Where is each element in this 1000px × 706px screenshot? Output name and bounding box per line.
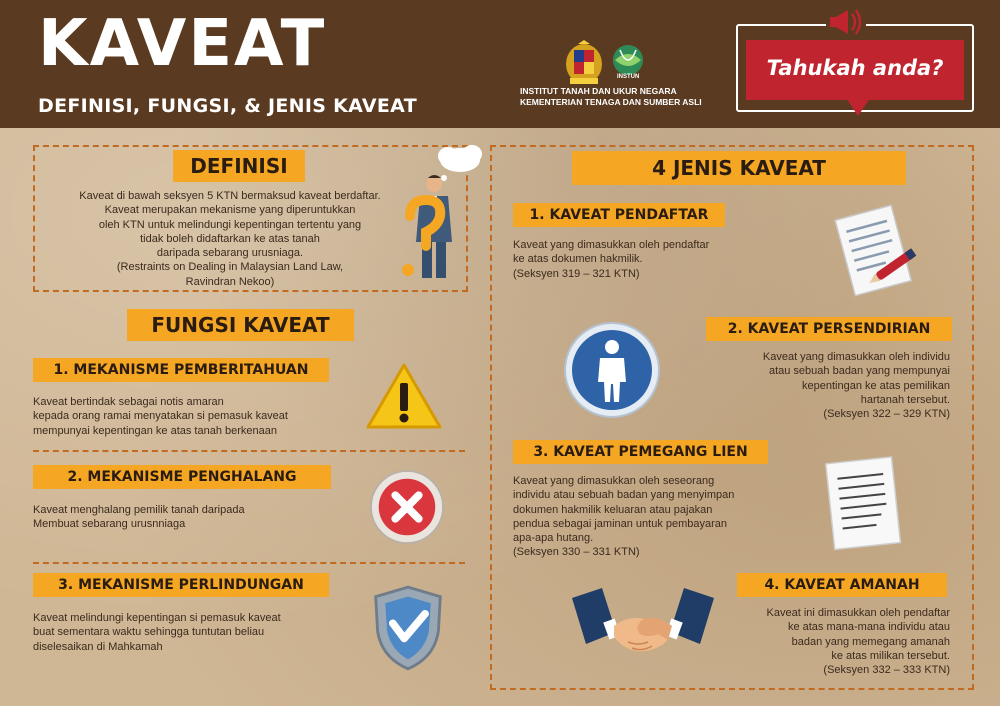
jenis-item-1-line: ke atas dokumen hakmilik.	[513, 253, 643, 266]
fungsi-item-1-line: Kaveat bertindak sebagai notis amaran	[33, 396, 224, 408]
jenis-item-4-line: (Seksyen 332 – 333 KTN)	[823, 664, 950, 677]
jenis-item-3-line: apa-apa hutang.	[513, 532, 594, 545]
jenis-item-3-title: 3. KAVEAT PEMEGANG LIEN	[513, 440, 768, 464]
fungsi-item-1-line: mempunyai kepentingan ke atas tanah berkenaan	[33, 424, 278, 437]
fungsi-item-3-line: diselesaikan di Mahkamah	[33, 640, 163, 653]
jenis-item-3-line: (Seksyen 330 – 331 KTN)	[513, 546, 640, 559]
jenis-item-1-text	[513, 238, 773, 281]
jenis-item-4-line: badan yang memegang amanah	[791, 635, 950, 648]
jenis-item-3-line: individu atau sebuah badan yang menyimpan	[513, 489, 735, 502]
jenis-item-4-line: ke atas milikan tersebut.	[831, 649, 950, 662]
main-subtitle: DEFINISI, FUNGSI, & JENIS KAVEAT	[38, 95, 417, 117]
jenis-heading: 4 JENIS KAVEAT	[572, 151, 906, 185]
jenis-item-3-line: Kaveat yang dimasukkan oleh seseorang	[513, 475, 715, 487]
jenis-item-4-title: 4. KAVEAT AMANAH	[737, 573, 947, 597]
fungsi-item-2-title: 2. MEKANISME PENGHALANG	[33, 465, 331, 489]
fungsi-divider	[33, 450, 465, 452]
definisi-line: oleh KTN untuk melindungi kepentingan tertentu yang	[98, 218, 362, 231]
callout-tail	[846, 98, 870, 116]
fungsi-item-2-line: Membuat sebarang urusnniaga	[33, 518, 186, 531]
person-icon	[562, 320, 662, 420]
fungsi-item-1-line: kepada orang ramai menyatakan si pemasuk kaveat	[33, 410, 288, 423]
document-pen-icon	[826, 200, 926, 300]
warning-triangle-icon	[364, 360, 444, 432]
jenis-item-2-line: kepentingan ke atas pemilikan	[802, 379, 950, 392]
jenis-item-2-line: (Seksyen 322 – 329 KTN)	[823, 408, 950, 421]
definisi-heading: DEFINISI	[173, 150, 305, 182]
megaphone-icon	[826, 4, 866, 40]
fungsi-item-3-line: Kaveat melindungi kepentingan si pemasuk kaveat	[33, 612, 281, 624]
definisi-line: tidak boleh didaftarkan ke atas tanah	[140, 232, 320, 245]
definisi-line: daripada sebarang urusniaga.	[156, 247, 304, 260]
institution-line2: KEMENTERIAN TENAGA DAN SUMBER ASLI	[520, 96, 702, 107]
document-icon	[820, 452, 910, 552]
businessman-question-icon	[398, 138, 488, 286]
definisi-line: Kaveat di bawah seksyen 5 KTN bermaksud kaveat berdaftar.	[79, 190, 381, 202]
definisi-line: Kaveat merupakan mekanisme yang diperuntukkan	[104, 204, 356, 217]
institution-line1: INSTITUT TANAH DAN UKUR NEGARA	[520, 86, 677, 96]
jenis-item-2-line: atau sebuah badan yang mempunyai	[768, 365, 950, 378]
jenis-item-1-line: (Seksyen 319 – 321 KTN)	[513, 267, 640, 280]
fungsi-item-2-text	[33, 503, 353, 532]
fungsi-item-3-line: buat sementara waktu sehingga tuntutan beliau	[33, 626, 265, 639]
fungsi-item-1-title: 1. MEKANISME PEMBERITAHUAN	[33, 358, 329, 382]
jenis-item-1-line: Kaveat yang dimasukkan oleh pendaftar	[513, 239, 710, 251]
callout-text: Tahukah anda?	[766, 56, 944, 80]
jenis-item-3-line: pendua sebagai jaminan untuk pembayaran	[513, 517, 728, 530]
main-title: KAVEAT	[38, 7, 327, 81]
shield-check-icon	[370, 582, 446, 674]
fungsi-item-3-text	[33, 611, 363, 654]
fungsi-item-3-title: 3. MEKANISME PERLINDUNGAN	[33, 573, 329, 597]
fungsi-item-1-text	[33, 395, 373, 438]
jenis-item-2-text	[692, 350, 950, 421]
instun-logo-label: INSTUN	[617, 74, 640, 80]
jenis-item-4-line: ke atas mana-mana individu atau	[787, 621, 950, 634]
cancel-x-icon	[368, 468, 446, 546]
handshake-icon	[568, 584, 718, 674]
jenis-item-2-title: 2. KAVEAT PERSENDIRIAN	[706, 317, 952, 341]
jenis-item-4-text	[700, 606, 950, 677]
jenis-item-1-title: 1. KAVEAT PENDAFTAR	[513, 203, 725, 227]
definisi-line: (Restraints on Dealing in Malaysian Land Law,	[116, 261, 344, 274]
jenis-item-2-line: hartanah tersebut.	[860, 393, 950, 406]
fungsi-item-2-line: Kaveat menghalang pemilik tanah daripada	[33, 504, 245, 516]
malaysia-crest-and-instun-logo	[560, 40, 650, 88]
definisi-text	[40, 189, 420, 289]
institution-name	[520, 86, 710, 107]
jenis-item-3-text	[513, 474, 813, 560]
jenis-item-4-line: Kaveat ini dimasukkan oleh pendaftar	[766, 607, 950, 619]
definisi-line: Ravindran Nekoo)	[185, 275, 275, 288]
jenis-item-3-line: dokumen hakmilik keluaran atau pajakan	[513, 503, 713, 516]
jenis-item-2-line: Kaveat yang dimasukkan oleh individu	[762, 351, 950, 363]
fungsi-divider	[33, 562, 465, 564]
fungsi-heading: FUNGSI KAVEAT	[127, 309, 354, 341]
